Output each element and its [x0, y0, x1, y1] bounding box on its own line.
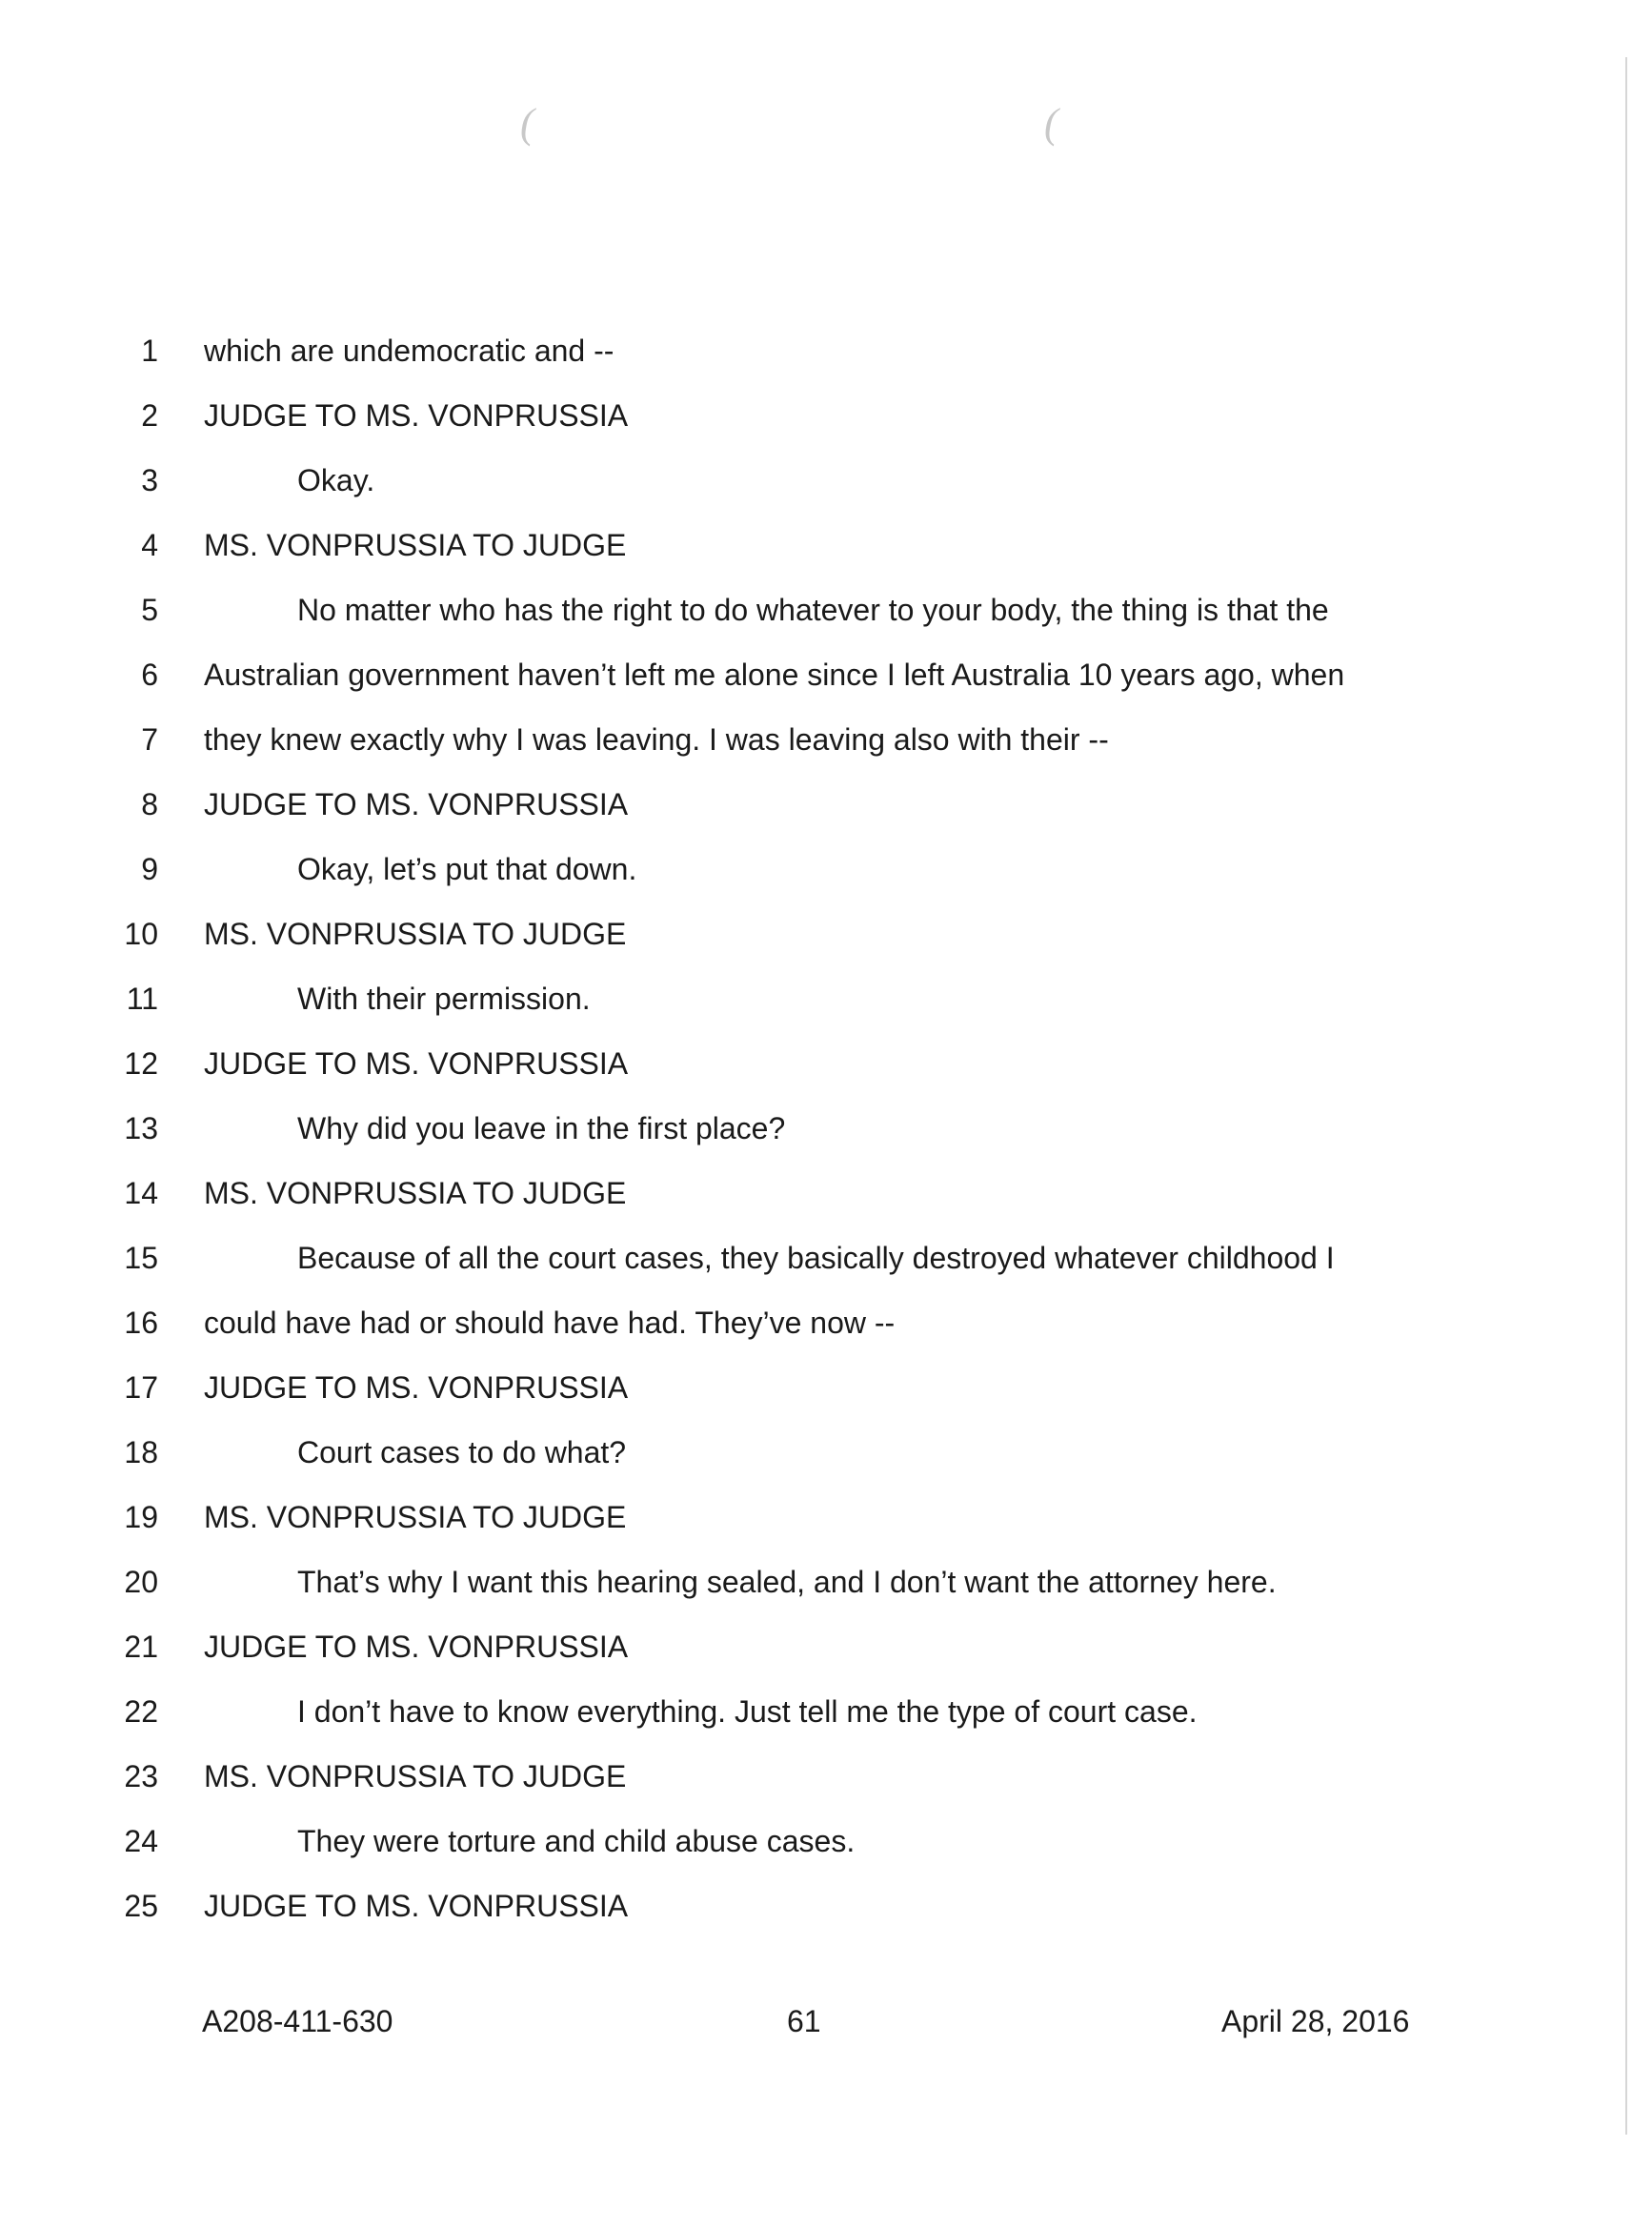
case-number: A208-411-630 — [202, 2004, 393, 2038]
line-number: 8 — [141, 787, 158, 821]
transcript-line — [0, 1031, 1652, 1096]
line-number: 18 — [124, 1435, 158, 1469]
line-number: 21 — [124, 1630, 158, 1664]
line-text: They were torture and child abuse cases. — [297, 1824, 856, 1858]
line-text: I don’t have to know everything. Just tell me the type of court case. — [297, 1694, 1198, 1729]
line-number: 10 — [124, 917, 158, 951]
line-text: JUDGE TO MS. VONPRUSSIA — [204, 1889, 629, 1923]
line-text: That’s why I want this hearing sealed, and I don’t want the attorney here. — [297, 1565, 1277, 1599]
line-number: 7 — [141, 722, 158, 757]
line-number: 1 — [141, 334, 158, 368]
transcript-line — [0, 318, 1652, 383]
transcript-line — [0, 1225, 1652, 1290]
line-text: MS. VONPRUSSIA TO JUDGE — [204, 1500, 627, 1534]
line-text: JUDGE TO MS. VONPRUSSIA — [204, 1630, 629, 1664]
line-number: 4 — [141, 528, 158, 562]
line-text: could have had or should have had. They’ve now -- — [204, 1306, 896, 1340]
line-number: 9 — [141, 852, 158, 886]
transcript-line — [0, 1874, 1652, 1938]
line-text: Because of all the court cases, they basically destroyed whatever childhood I — [297, 1241, 1335, 1275]
line-text: which are undemocratic and -- — [204, 334, 614, 368]
line-text: JUDGE TO MS. VONPRUSSIA — [204, 398, 629, 433]
line-number: 3 — [141, 463, 158, 497]
line-number: 5 — [141, 593, 158, 627]
line-number: 24 — [124, 1824, 158, 1858]
transcript-line — [0, 1485, 1652, 1549]
punch-hole-mark-right: ( — [1044, 100, 1058, 147]
transcript-line — [0, 837, 1652, 901]
hearing-date: April 28, 2016 — [1221, 2004, 1410, 2038]
line-text: JUDGE TO MS. VONPRUSSIA — [204, 1370, 629, 1405]
line-text: JUDGE TO MS. VONPRUSSIA — [204, 1046, 629, 1081]
line-number: 14 — [124, 1176, 158, 1210]
line-text: Okay, let’s put that down. — [297, 852, 637, 886]
transcript-line — [0, 577, 1652, 642]
transcript-line — [0, 1096, 1652, 1161]
transcript-line — [0, 1614, 1652, 1679]
transcript-line — [0, 966, 1652, 1031]
line-number: 17 — [124, 1370, 158, 1405]
line-text: Australian government haven’t left me alone since I left Australia 10 years ago, when — [204, 658, 1345, 692]
transcript-line — [0, 513, 1652, 577]
transcript-line — [0, 1679, 1652, 1744]
transcript-body — [0, 318, 1652, 1938]
line-text: they knew exactly why I was leaving. I was leaving also with their -- — [204, 722, 1109, 757]
line-number: 12 — [124, 1046, 158, 1081]
line-number: 15 — [124, 1241, 158, 1275]
line-text: MS. VONPRUSSIA TO JUDGE — [204, 1176, 627, 1210]
line-number: 13 — [124, 1111, 158, 1145]
line-text: Okay. — [297, 463, 375, 497]
punch-hole-mark-left: ( — [520, 100, 534, 147]
line-number: 16 — [124, 1306, 158, 1340]
line-text: MS. VONPRUSSIA TO JUDGE — [204, 1759, 627, 1793]
line-number: 25 — [124, 1889, 158, 1923]
line-text: Court cases to do what? — [297, 1435, 627, 1469]
transcript-line — [0, 707, 1652, 772]
page-number: 61 — [787, 2004, 821, 2038]
line-text: MS. VONPRUSSIA TO JUDGE — [204, 528, 627, 562]
line-number: 11 — [126, 982, 158, 1016]
line-text: With their permission. — [297, 982, 591, 1016]
transcript-line — [0, 901, 1652, 966]
line-number: 6 — [141, 658, 158, 692]
transcript-line — [0, 642, 1652, 707]
transcript-line — [0, 383, 1652, 448]
line-text: Why did you leave in the first place? — [297, 1111, 786, 1145]
line-number: 2 — [141, 398, 158, 433]
transcript-line — [0, 1161, 1652, 1225]
transcript-line — [0, 1809, 1652, 1874]
line-text: No matter who has the right to do whatever to your body, the thing is that the — [297, 593, 1329, 627]
line-number: 23 — [124, 1759, 158, 1793]
transcript-line — [0, 1744, 1652, 1809]
line-text: JUDGE TO MS. VONPRUSSIA — [204, 787, 629, 821]
line-number: 22 — [124, 1694, 158, 1729]
line-number: 20 — [124, 1565, 158, 1599]
transcript-line — [0, 1420, 1652, 1485]
transcript-line — [0, 772, 1652, 837]
line-number: 19 — [124, 1500, 158, 1534]
transcript-line — [0, 1290, 1652, 1355]
transcript-line — [0, 1355, 1652, 1420]
transcript-line — [0, 1549, 1652, 1614]
line-text: MS. VONPRUSSIA TO JUDGE — [204, 917, 627, 951]
transcript-line — [0, 448, 1652, 513]
